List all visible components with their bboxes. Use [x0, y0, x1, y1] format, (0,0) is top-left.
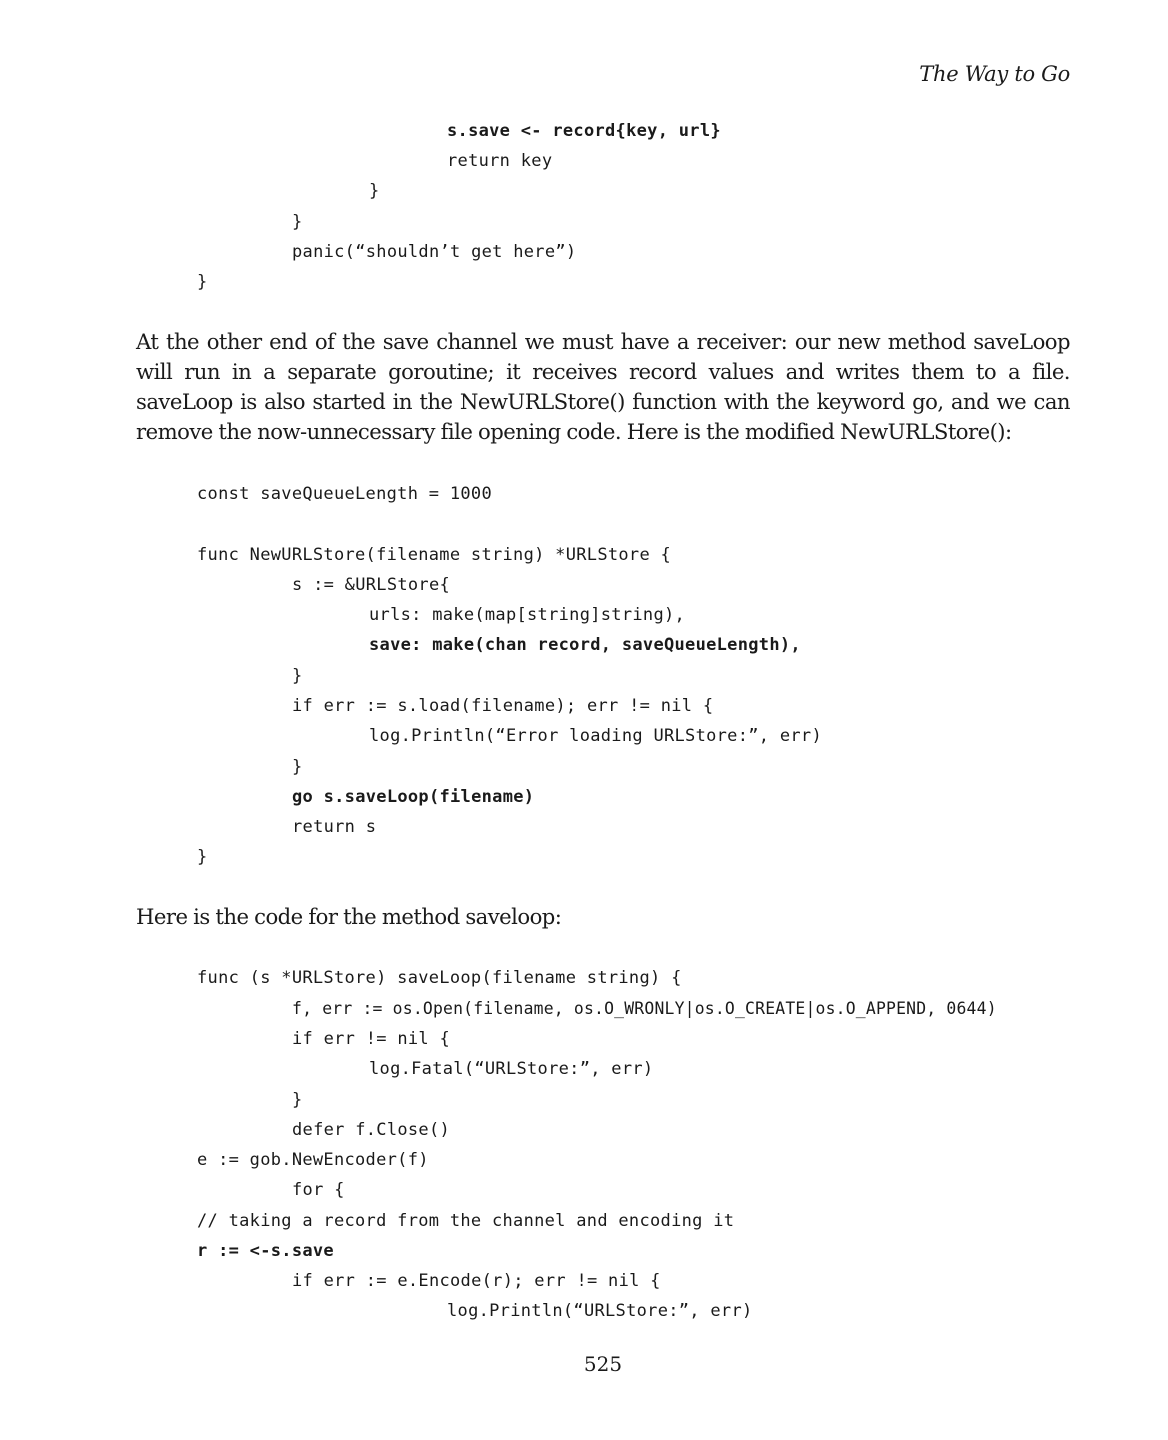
code-line: s.save <- record{key, url}: [447, 121, 721, 141]
code-line: if err := s.load(filename); err != nil {: [292, 696, 714, 716]
code-line: urls: make(map[string]string),: [369, 605, 686, 625]
code-line: }: [292, 1090, 303, 1110]
code-line: }: [292, 757, 303, 777]
page-number: 525: [583, 1352, 623, 1376]
code-line: }: [197, 272, 208, 292]
running-header: The Way to Go: [919, 62, 1070, 86]
code-line: log.Println(“Error loading URLStore:”, err): [369, 726, 822, 746]
code-line: if err != nil {: [292, 1029, 451, 1049]
code-line: func NewURLStore(filename string) *URLStore {: [197, 545, 672, 565]
code-line: f, err := os.Open(filename, os.O_WRONLY|os.O_CREATE|os.O_APPEND, 0644): [292, 999, 997, 1018]
code-line: }: [197, 847, 208, 867]
body-paragraph: Here is the code for the method saveloop:: [136, 904, 562, 929]
code-line: return s: [292, 817, 377, 837]
code-line: for {: [292, 1180, 345, 1200]
code-line: e := gob.NewEncoder(f): [197, 1150, 429, 1170]
code-line: panic(“shouldn’t get here”): [292, 242, 577, 262]
code-line: defer f.Close(): [292, 1120, 451, 1140]
body-paragraph: At the other end of the save channel we must have a receiver: our new method saveLoop will run in a separate goroutine; it receives record values and writes them to a file. saveLoop is also started in the NewURLStore() function with the keyword go, and we can remove the now-unnecessary file opening code. Here is the modified NewURLStore():: [136, 329, 1070, 444]
code-line: return key: [447, 151, 553, 171]
code-line: if err := e.Encode(r); err != nil {: [292, 1271, 661, 1291]
code-line: // taking a record from the channel and encoding it: [197, 1211, 735, 1231]
code-line: save: make(chan record, saveQueueLength),: [369, 635, 801, 655]
code-line: s := &URLStore{: [292, 575, 451, 595]
code-line: const saveQueueLength = 1000: [197, 484, 492, 504]
code-line: go s.saveLoop(filename): [292, 787, 535, 807]
code-line: }: [292, 212, 303, 232]
code-line: log.Println(“URLStore:”, err): [447, 1301, 753, 1321]
code-line: }: [292, 666, 303, 686]
code-line: }: [369, 181, 380, 201]
code-line: func (s *URLStore) saveLoop(filename string) {: [197, 968, 682, 988]
code-line: log.Fatal(“URLStore:”, err): [369, 1059, 654, 1079]
code-line: r := <-s.save: [197, 1241, 334, 1261]
